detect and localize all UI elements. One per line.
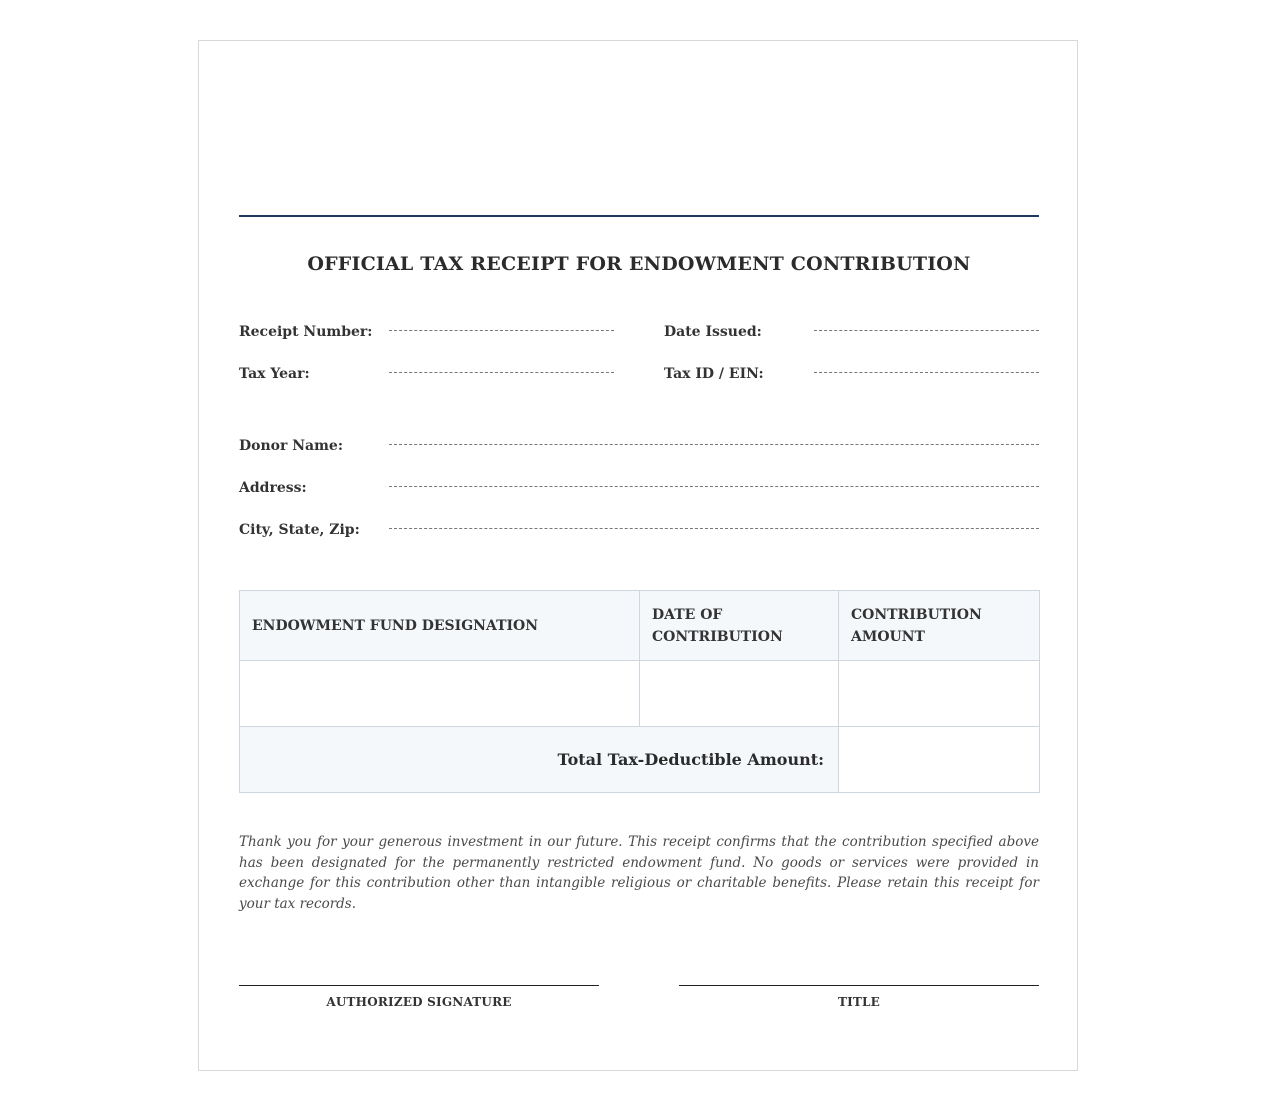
authorized-signature-label: AUTHORIZED SIGNATURE (326, 995, 512, 1009)
receipt-page (198, 40, 1078, 1071)
receipt-number-field[interactable] (389, 330, 614, 331)
column-header-fund-designation: ENDOWMENT FUND DESIGNATION (240, 591, 640, 661)
tax-id-field[interactable] (814, 372, 1039, 373)
contribution-table (239, 590, 1040, 793)
date-issued-field[interactable] (814, 330, 1039, 331)
column-header-amount: CONTRIBUTION AMOUNT (839, 591, 1040, 661)
table-header-row (240, 591, 1040, 661)
address-label: Address: (239, 480, 307, 496)
date-issued-label: Date Issued: (664, 324, 762, 340)
tax-id-label: Tax ID / EIN: (664, 366, 764, 382)
total-amount-cell[interactable] (839, 727, 1040, 793)
page-title: OFFICIAL TAX RECEIPT FOR ENDOWMENT CONTRIBUTION (307, 253, 971, 275)
title-signature-label: TITLE (837, 995, 881, 1009)
tax-year-field[interactable] (389, 372, 614, 373)
fund-designation-cell[interactable] (240, 661, 640, 727)
total-row (240, 727, 1040, 793)
total-label: Total Tax-Deductible Amount: (240, 727, 839, 793)
donor-name-label: Donor Name: (239, 438, 344, 454)
column-header-date: DATE OF CONTRIBUTION (640, 591, 839, 661)
table-row (240, 661, 1040, 727)
header-rule (239, 215, 1039, 217)
address-field[interactable] (389, 486, 1039, 487)
amount-cell[interactable] (839, 661, 1040, 727)
title-signature-line[interactable] (679, 985, 1039, 986)
city-state-zip-field[interactable] (389, 528, 1039, 529)
donor-name-field[interactable] (389, 444, 1039, 445)
city-state-zip-label: City, State, Zip: (239, 522, 360, 538)
acknowledgement-note: Thank you for your generous investment in our future. This receipt confirms that the contribution specified above has been designated for the permanently restricted endowment fund. No goods or services were provided in exchange for this contribution other than intangible religious or charitable benefits. Please retain this receipt for your tax records. (239, 834, 1039, 912)
receipt-number-label: Receipt Number: (239, 324, 373, 340)
authorized-signature-line[interactable] (239, 985, 599, 986)
tax-year-label: Tax Year: (239, 366, 310, 382)
date-cell[interactable] (640, 661, 839, 727)
